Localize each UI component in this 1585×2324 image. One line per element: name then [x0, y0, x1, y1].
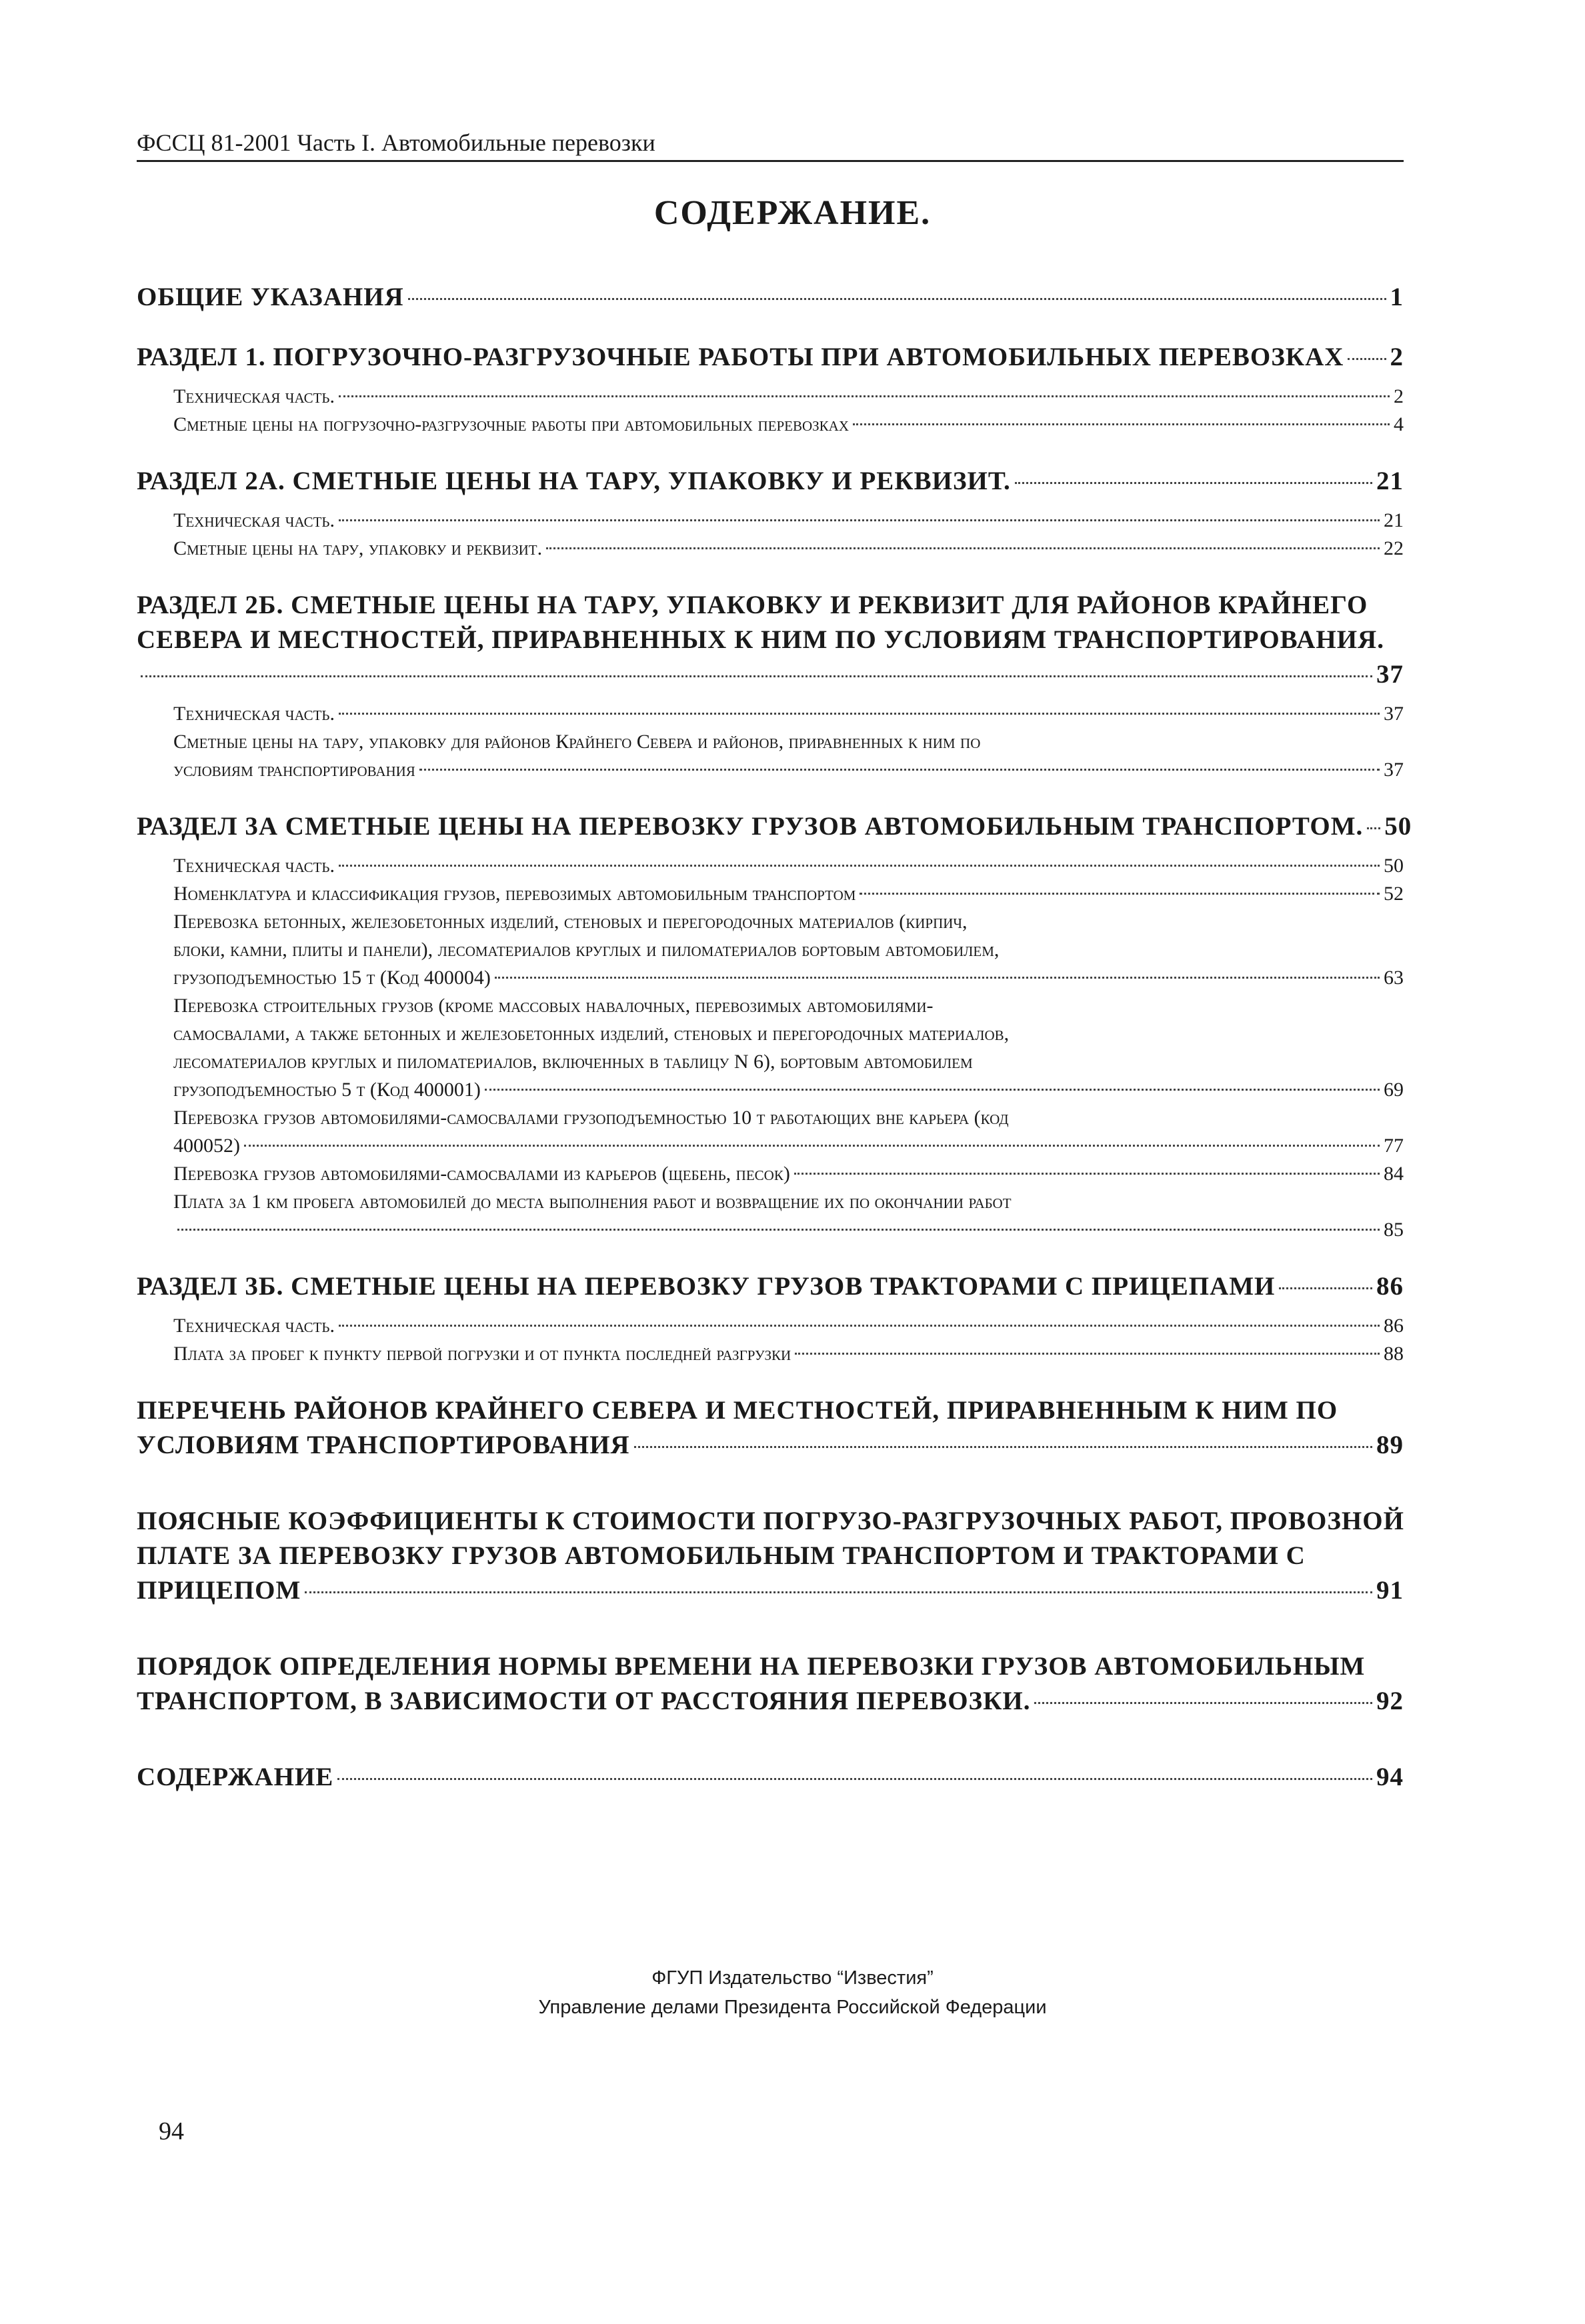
toc-page-number: 85	[1384, 1219, 1404, 1241]
toc-subentry[interactable]	[137, 411, 1404, 439]
dot-leader	[339, 713, 1380, 715]
dot-leader	[1015, 482, 1372, 484]
toc-page-number: 4	[1394, 413, 1404, 435]
toc-subentry[interactable]	[137, 1340, 1404, 1368]
toc-entry-title-line: СЕВЕРА И МЕСТНОСТЕЙ, ПРИРАВНЕННЫХ К НИМ ПО УСЛОВИЯМ ТРАНСПОРТИРОВАНИЯ.	[137, 625, 1384, 654]
dot-leader	[1367, 827, 1380, 829]
toc-page-number: 21	[1376, 467, 1404, 495]
toc-page-number: 50	[1384, 855, 1404, 877]
publisher-department: Управление делами Президента Российской Федерации	[538, 1997, 1047, 2018]
toc-entry-time-norm[interactable]	[137, 1649, 1404, 1719]
toc-entry-section-1[interactable]	[137, 340, 1404, 375]
toc-entry-title-line: ПОЯСНЫЕ КОЭФФИЦИЕНТЫ К СТОИМОСТИ ПОГРУЗО-РАЗГРУЗОЧНЫХ РАБОТ, ПРОВОЗНОЙ	[137, 1507, 1404, 1535]
toc-page-number: 21	[1384, 509, 1404, 531]
toc-entry-title-line: ПЕРЕЧЕНЬ РАЙОНОВ КРАЙНЕГО СЕВЕРА И МЕСТНОСТЕЙ, ПРИРАВНЕННЫМ К НИМ ПО	[137, 1396, 1338, 1425]
toc-entry-regions-list[interactable]	[137, 1393, 1404, 1463]
dot-leader	[1279, 1287, 1372, 1289]
dot-leader	[1348, 358, 1386, 360]
dot-leader	[546, 547, 1380, 549]
toc-subentry[interactable]	[137, 1188, 1404, 1244]
dot-leader	[244, 1145, 1380, 1147]
toc-entry-title-line: Сметные цены на тару, упаковку для районов Крайнего Севера и районов, приравненных к ним по	[173, 731, 981, 753]
toc-entry-title: Перевозка грузов автомобилями-самосвалами из карьеров (щебень, песок)	[173, 1163, 790, 1185]
toc-entry-title-line: лесоматериалов круглых и пиломатериалов, включенных в таблицу N 6), бортовым автомобилем	[173, 1051, 973, 1073]
toc-page-number: 94	[1376, 1763, 1404, 1791]
toc-page-number: 37	[1376, 660, 1404, 689]
dot-leader	[337, 1778, 1372, 1780]
dot-leader	[795, 1353, 1380, 1355]
toc-entry-title: Сметные цены на тару, упаковку и реквизит.	[173, 537, 543, 559]
running-header: ФССЦ 81-2001 Часть I. Автомобильные перевозки	[137, 128, 1404, 162]
page-number: 94	[159, 2117, 184, 2145]
toc-entry-title: 400052)	[173, 1135, 240, 1157]
toc-entry-contents[interactable]	[137, 1760, 1404, 1795]
toc-entry-title-line: Перевозка бетонных, железобетонных изделий, стеновых и перегородочных материалов (кирпич,	[173, 911, 968, 933]
toc-entry-title: РАЗДЕЛ 1. ПОГРУЗОЧНО-РАЗГРУЗОЧНЫЕ РАБОТЫ ПРИ АВТОМОБИЛЬНЫХ ПЕРЕВОЗКАХ	[137, 343, 1344, 371]
dot-leader	[141, 675, 1372, 677]
dot-leader	[419, 769, 1380, 771]
toc-entry-title: Сметные цены на погрузочно-разгрузочные работы при автомобильных перевозках	[173, 413, 850, 435]
toc-subentry[interactable]	[137, 383, 1404, 411]
dot-leader	[853, 423, 1390, 425]
toc-entry-title: Номенклатура и классификация грузов, перевозимых автомобильным транспортом	[173, 883, 856, 905]
dot-leader	[408, 298, 1386, 300]
toc-entry-title-line: Перевозка грузов автомобилями-самосвалами грузоподъемностью 10 т работающих вне карьера (код	[173, 1107, 1009, 1129]
toc-page-number: 1	[1390, 283, 1404, 311]
dot-leader	[339, 865, 1380, 867]
toc-entry-title: грузоподъемностью 15 т (Код 400004)	[173, 967, 491, 989]
toc-entry-title: Техническая часть.	[173, 855, 335, 877]
toc-entry-title-line: Перевозка строительных грузов (кроме массовых навалочных, перевозимых автомобилями-	[173, 995, 934, 1017]
toc-subentry[interactable]	[137, 700, 1404, 728]
toc-entry-title: Плата за пробег к пункту первой погрузки и от пункта последней разгрузки	[173, 1343, 791, 1365]
publisher-name: ФГУП Издательство “Известия”	[651, 1967, 934, 1989]
toc-page-number: 63	[1384, 967, 1404, 989]
dot-leader	[177, 1229, 1380, 1231]
dot-leader	[339, 519, 1380, 521]
toc-page-number: 88	[1384, 1343, 1404, 1365]
toc-subentry[interactable]	[137, 507, 1404, 535]
toc-page-number: 92	[1376, 1687, 1404, 1715]
toc-entry-title: грузоподъемностью 5 т (Код 400001)	[173, 1079, 481, 1101]
toc-subentry[interactable]	[137, 1312, 1404, 1340]
toc-entry-title: РАЗДЕЛ 3А СМЕТНЫЕ ЦЕНЫ НА ПЕРЕВОЗКУ ГРУЗОВ АВТОМОБИЛЬНЫМ ТРАНСПОРТОМ.	[137, 812, 1364, 841]
dot-leader	[634, 1446, 1372, 1448]
toc-entry-section-2b[interactable]	[137, 588, 1404, 692]
toc-page-number: 89	[1376, 1431, 1404, 1459]
toc-entry-zone-coefficients[interactable]	[137, 1504, 1404, 1608]
toc-entry-section-3b[interactable]	[137, 1269, 1404, 1304]
toc-entry-title-line: ПЛАТЕ ЗА ПЕРЕВОЗКУ ГРУЗОВ АВТОМОБИЛЬНЫМ ТРАНСПОРТОМ И ТРАКТОРАМИ С	[137, 1541, 1306, 1570]
dot-leader	[339, 1325, 1380, 1327]
toc-entry-title-line: Плата за 1 км пробега автомобилей до места выполнения работ и возвращение их по окончании работ	[173, 1191, 1012, 1213]
toc-entry-title: РАЗДЕЛ 2А. СМЕТНЫЕ ЦЕНЫ НА ТАРУ, УПАКОВКУ И РЕКВИЗИТ.	[137, 467, 1011, 495]
page-title: СОДЕРЖАНИЕ.	[653, 194, 932, 232]
toc-entry-title-line: РАЗДЕЛ 2Б. СМЕТНЫЕ ЦЕНЫ НА ТАРУ, УПАКОВКУ И РЕКВИЗИТ ДЛЯ РАЙОНОВ КРАЙНЕГО	[137, 591, 1368, 619]
toc-page-number: 50	[1384, 812, 1412, 841]
toc-entry-title: РАЗДЕЛ 3Б. СМЕТНЫЕ ЦЕНЫ НА ПЕРЕВОЗКУ ГРУЗОВ ТРАКТОРАМИ С ПРИЦЕПАМИ	[137, 1272, 1276, 1301]
toc-entry-title: Техническая часть.	[173, 1315, 335, 1337]
toc-subentry[interactable]	[137, 1104, 1404, 1160]
toc-subentry[interactable]	[137, 880, 1404, 908]
toc-page-number: 91	[1376, 1576, 1404, 1605]
toc-entry-title: ПРИЦЕПОМ	[137, 1576, 301, 1605]
toc-page-number: 2	[1394, 385, 1404, 407]
dot-leader	[1034, 1702, 1372, 1704]
toc-page-number: 77	[1384, 1135, 1404, 1157]
toc-subentry[interactable]	[137, 852, 1404, 880]
toc-entry-title: УСЛОВИЯМ ТРАНСПОРТИРОВАНИЯ	[137, 1431, 630, 1459]
dot-leader	[485, 1089, 1380, 1091]
toc-entry-title: Техническая часть.	[173, 703, 335, 725]
toc-page-number: 86	[1384, 1315, 1404, 1337]
toc-entry-title-line: ПОРЯДОК ОПРЕДЕЛЕНИЯ НОРМЫ ВРЕМЕНИ НА ПЕРЕВОЗКИ ГРУЗОВ АВТОМОБИЛЬНЫМ	[137, 1652, 1366, 1681]
toc-subentry[interactable]	[137, 535, 1404, 563]
dot-leader	[860, 893, 1380, 895]
toc-page-number: 22	[1384, 537, 1404, 559]
toc-page-number: 2	[1390, 343, 1404, 371]
dot-leader	[305, 1591, 1372, 1593]
toc-subentry[interactable]	[137, 992, 1404, 1104]
toc-entry-section-2a[interactable]	[137, 464, 1404, 499]
toc-page-number: 52	[1384, 883, 1404, 905]
toc-subentry[interactable]	[137, 1160, 1404, 1188]
table-of-contents	[137, 280, 1412, 1795]
toc-page-number: 86	[1376, 1272, 1404, 1301]
publisher-footer	[0, 1963, 1585, 2022]
toc-entry-title: ТРАНСПОРТОМ, В ЗАВИСИМОСТИ ОТ РАССТОЯНИЯ ПЕРЕВОЗКИ.	[137, 1687, 1031, 1715]
toc-page-number: 84	[1384, 1163, 1404, 1185]
toc-entry-title-line: самосвалами, а также бетонных и железобетонных изделий, стеновых и перегородочных материалов,	[173, 1023, 1010, 1045]
toc-subentry[interactable]	[137, 908, 1404, 992]
toc-entry-section-3a[interactable]	[137, 809, 1412, 844]
dot-leader	[794, 1173, 1380, 1175]
toc-entry-title: Техническая часть.	[173, 385, 335, 407]
toc-entry-title: СОДЕРЖАНИЕ	[137, 1763, 334, 1791]
dot-leader	[339, 395, 1390, 397]
toc-page-number: 69	[1384, 1079, 1404, 1101]
toc-entry-general[interactable]	[137, 280, 1404, 315]
toc-entry-title: ОБЩИЕ УКАЗАНИЯ	[137, 283, 404, 311]
toc-page-number: 37	[1384, 703, 1404, 725]
toc-entry-title: Техническая часть.	[173, 509, 335, 531]
toc-entry-title: условиям транспортирования	[173, 759, 415, 781]
toc-entry-title-line: блоки, камни, плиты и панели), лесоматериалов круглых и пиломатериалов бортовым автомобилем,	[173, 939, 1000, 961]
dot-leader	[495, 977, 1380, 979]
toc-page-number: 37	[1384, 759, 1404, 781]
toc-subentry[interactable]	[137, 728, 1404, 784]
